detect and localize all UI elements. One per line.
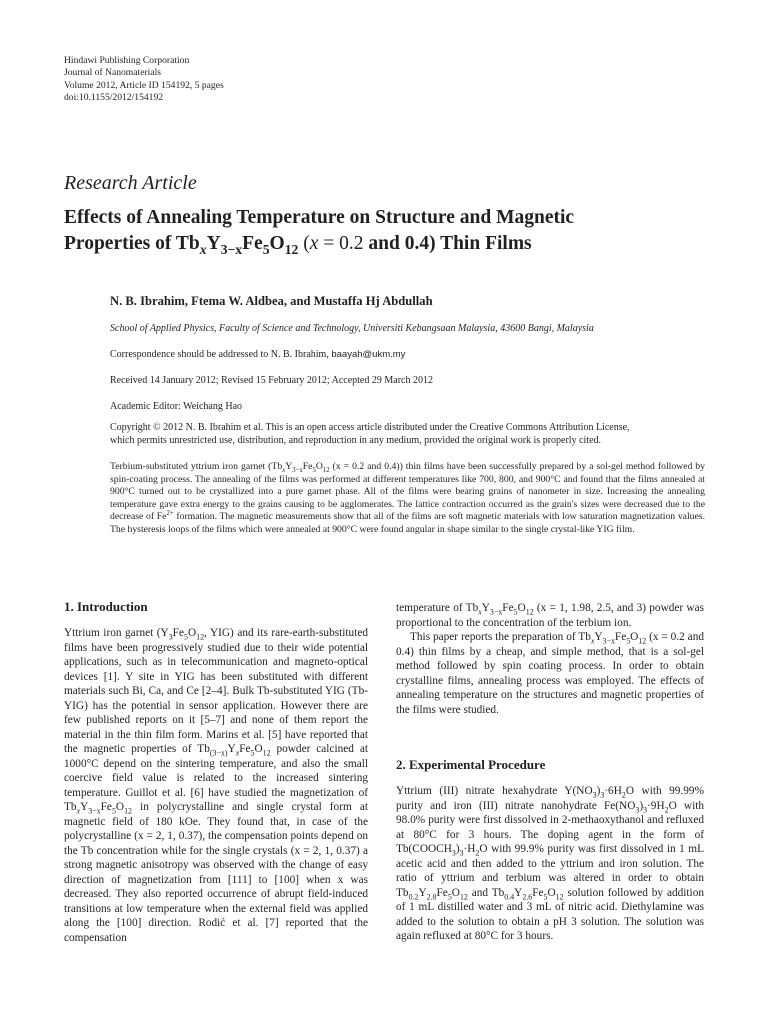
section-heading-introduction: 1. Introduction bbox=[64, 599, 148, 614]
title-line-2: Properties of $Tb_xY_{3-x}Fe_5O_{12}$ (x = 0.2 and 0.4) Thin Films bbox=[64, 233, 532, 257]
article-dates: Received 14 January 2012; Revised 15 February 2012; Accepted 29 March 2012 bbox=[110, 375, 433, 386]
copyright: Copyright © 2012 N. B. Ibrahim et al. This is an open access article distributed under the Creative Commons Attribution License, which permits unrestricted use, distribution, and reproduction in any medium, provided the original work is properly cited. bbox=[110, 422, 630, 446]
journal-name: Journal of Nanomaterials bbox=[64, 67, 161, 79]
correspondence: Correspondence should be addressed to N. B. Ibrahim, baayah@ukm.my bbox=[110, 349, 406, 360]
journal-header bbox=[64, 55, 224, 105]
abstract: Terbium-substituted yttrium iron garnet ($Tb_xY_{3-x}Fe_5O_{12}$ (x = 0.2 and 0.4)) thin films have been successfully prepared by a sol-gel method followed by spin-coating process. The annealing of the films was performed at different temperatures like 700, 800, and 900°C and found that the films annealed at 900°C turned out to be crystallized into a pure garnet phase. All of the films were bearing grains of nanometer in size. Increasing the annealing temperature gave extra energy to the grains causing to be agglomerates. The lattice contraction occurred as the grain's sizes were decreased due to the decrease of $Fe^{2+}$ formation. The magnetic measurements show that all of the films are soft magnetic materials with low saturation magnetization values. The hysteresis loops of the films which were annealed at 900°C were found angular in shape similar to the single crystal-like YIG film. bbox=[110, 461, 705, 535]
affiliation: School of Applied Physics, Faculty of Science and Technology, Universiti Kebangsaan Malaysia, 43600 Bangi, Malaysia bbox=[110, 323, 594, 334]
section-heading-experimental: 2. Experimental Procedure bbox=[396, 757, 546, 772]
article-title bbox=[64, 205, 714, 257]
experimental-text: Yttrium (III) nitrate hexahydrate $Y(NO_3)_3\cdot 6H_2O$ with 99.99% purity and iron (III) nitrate nanohydrate $Fe(NO_3)_3\cdot 9H_2O$ with 98.0% purity were first dissolved in 2-methaoxythanol and refluxed at 80°C for 3 hours. The doping agent in the form of $Tb(COOCH_3)_3\cdot H_2O$ with 99.9% purity was first dissolved in 1 mL acetic acid and then added to the yttrium and iron solution. The ratio of yttrium and terbium was altered in order to obtain $Tb_{0.2}Y_{2.8}Fe_5O_{12}$ and $Tb_{0.4}Y_{2.6}Fe_5O_{12}$ solution followed by addition of 1 mL distilled water and 3 mL of nitric acid. Diethylamine was added to the solution to obtain a pH 3 solution. The solution was again refluxed at 80°C for 3 hours. bbox=[396, 785, 704, 942]
doi: doi:10.1155/2012/154192 bbox=[64, 92, 164, 104]
introduction-text: Yttrium iron garnet ($Y_3Fe_5O_{12}$, YIG) and its rare-earth-substituted films have been progressively studied due to their wide potential applications, such as in telecommunication and magneto-optical devices [1]. Y site in YIG has been substituted with different materials such Bi, Ca, and Ce [2–4]. Bulk Tb-substituted YIG (Tb-YIG) has the potential in sensor application. However there are few published reports on it [5–7] and none of them report the material in the thin film form. Marins et al. [5] have reported that the magnetic properties of $Tb_{(3-x)}Y_xFe_5O_{12}$ powder calcined at 1000°C depend on the sintering temperature, and also the small coercive field value is related to the increased sintering temperature. Guillot et al. [6] have studied the magnetization of $Tb_xY_{3-x}Fe_5O_{12}$ in polycrystalline and single crystal form at magnetic field of 180 kOe. They found that, in case of the polycrystalline (x = 2, 1, 0.37), the compensation points depend on the Tb concentration while for the single crystals (x = 2, 1, 0.37) a strong magnetic anisotropy was observed with the change of easy direction of magnetization from [111] to [100] when x was decreased. They also reported occurrence of abrupt field-induced transitions at low temperature when the external field was applied along the [100] direction. Rodić et al. [7] reported that the compensation bbox=[64, 627, 368, 944]
publisher: Hindawi Publishing Corporation bbox=[64, 55, 190, 66]
introduction-text-continued: temperature of $Tb_xY_{3-x}Fe_5O_{12}$ (x = 1, 1.98, 2.5, and 3) powder was proportional to the concentration of the terbium ion. This paper reports the preparation of $Tb_xY_{3-x}Fe_5O_{12}$ (x = 0.2 and 0.4) thin films by a cheap, and simple method, that is a sol-gel method followed by spin coating process. In order to obtain crystalline films, annealing process was employed. The effects of annealing temperature on the structures and magnetic properties of the films were studied. bbox=[396, 602, 704, 716]
academic-editor: Academic Editor: Weichang Hao bbox=[110, 401, 243, 412]
authors: N. B. Ibrahim, Ftema W. Aldbea, and Mustaffa Hj Abdullah bbox=[110, 294, 433, 308]
article-type: Research Article bbox=[64, 172, 197, 194]
email-link[interactable]: baayah@ukm.my bbox=[331, 349, 406, 360]
title-line-1: Effects of Annealing Temperature on Structure and Magnetic bbox=[64, 207, 575, 228]
volume-info: Volume 2012, Article ID 154192, 5 pages bbox=[64, 79, 224, 91]
